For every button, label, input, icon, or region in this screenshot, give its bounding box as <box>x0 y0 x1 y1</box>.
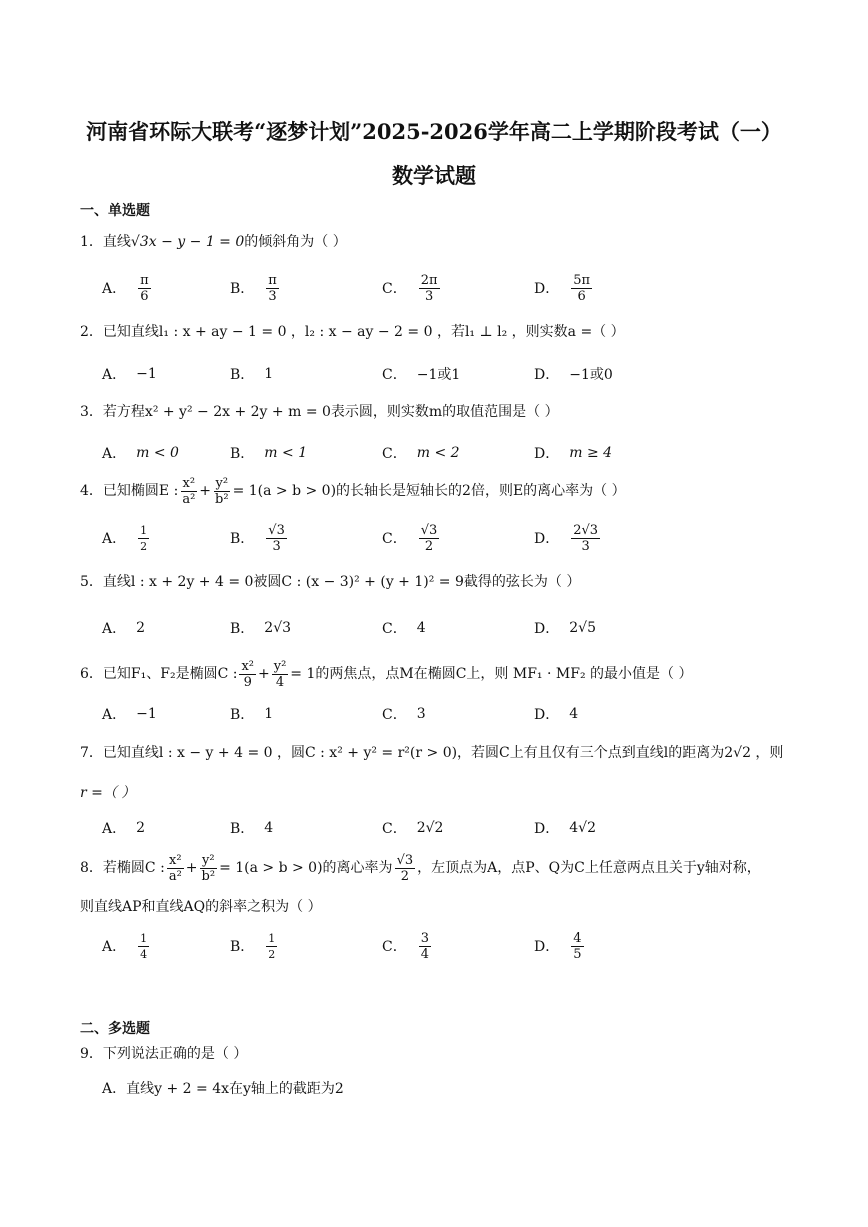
option-d: D． m ≥ 4 <box>534 445 613 462</box>
fraction: $\frac{\text{y²}}{\text{b²}}$ <box>215 475 229 507</box>
option-c: C． m < 2 <box>382 445 460 462</box>
option-a: A． $\frac{1}{4}$ <box>102 931 148 961</box>
question-1 <box>80 231 347 253</box>
question-text: = 1的两焦点，点M在椭圆C上，则 MF₁ · MF₂ 的最小值是（ ） <box>290 666 693 682</box>
exam-title: 河南省环际大联考“逐梦计划”2025-2026学年高二上学期阶段考试（一） <box>86 119 782 144</box>
question-text: 已知直线l : x − y + 4 = 0 ，圆C : x² + y² = r²(r > 0)，若圆C上有且仅有三个点到直线l的距离为2√2 ，则 <box>102 745 784 761</box>
options-q4 <box>102 518 742 558</box>
option-d: D． $\frac{2√3}{3}$ <box>534 522 599 554</box>
option-a: A．直线y + 2 = 4x在y轴上的截距为2 <box>102 1081 344 1097</box>
question-6: 6．已知F₁、F₂是椭圆C : $\frac{\text{x²}}{9}$ + $\frac{\text{y²}}{4}$ = 1的两焦点，点M在椭圆C上，则 MF₁ · MF₂ 的最小值是（ ） <box>80 658 693 690</box>
option-a: A． −1 <box>102 366 157 383</box>
options-q7 <box>102 808 742 848</box>
math-expression: √3x − y − 1 = 0 <box>130 234 245 250</box>
fraction: $\frac{\text{y²}}{\text{b²}}$ <box>201 852 216 884</box>
option-c: C． $\frac{3}{4}$ <box>382 930 429 962</box>
option-c: C． 2√2 <box>382 820 444 837</box>
fraction: $\frac{5\pi}{6}$ <box>573 272 591 304</box>
section-heading-single-choice: 一、单选题 <box>80 203 150 219</box>
option-b: B． $\frac{√3}{3}$ <box>230 522 285 554</box>
option-c: C． $\frac{√3}{2}$ <box>382 522 438 554</box>
option-d: D． $\frac{4}{5}$ <box>534 930 582 962</box>
fraction: $\frac{\pi}{6}$ <box>140 272 149 304</box>
option-b: B． $\frac{1}{2}$ <box>230 931 276 961</box>
option-a: A． m < 0 <box>102 445 179 462</box>
fraction: $\frac{√3}{2}$ <box>396 852 414 884</box>
option-a: A． $\frac{1}{2}$ <box>102 523 148 553</box>
question-9: 9．下列说法正确的是（ ） <box>80 1046 248 1062</box>
options-q2 <box>102 354 742 394</box>
question-4: 4．已知椭圆E : $\frac{\text{x²}}{\text{a²}}$ + $\frac{\text{y²}}{\text{b²}}$ = 1(a > b > 0)的长轴长是短轴长的2倍，则E的离心率为（ ） <box>80 475 626 507</box>
options-q6 <box>102 694 742 734</box>
question-8-continued: 则直线AP和直线AQ的斜率之积为（ ） <box>80 899 322 915</box>
option-c: C． −1或1 <box>382 367 461 383</box>
fraction: $\frac{\text{x²}}{\text{a²}}$ <box>168 852 182 884</box>
fraction: $\frac{\text{x²}}{9}$ <box>241 658 254 690</box>
option-a: A． 2 <box>102 620 146 637</box>
question-2: 2．已知直线l₁ : x + ay − 1 = 0 ，l₂ : x − ay − 2 = 0 ，若l₁ ⊥ l₂ ，则实数a =（ ） <box>80 324 625 340</box>
question-text: 直线l : x + 2y + 4 = 0被圆C : (x − 3)² + (y + 1)² = 9截得的弦长为（ ） <box>102 574 581 590</box>
options-q8 <box>102 926 742 966</box>
question-number: 1． <box>80 234 103 250</box>
option-b: B． 1 <box>230 706 274 723</box>
option-a: A． 2 <box>102 820 146 837</box>
question-7: 7．已知直线l : x − y + 4 = 0 ，圆C : x² + y² = r²(r > 0)，若圆C上有且仅有三个点到直线l的距离为2√2 ，则 <box>80 745 784 761</box>
option-d: D． 4 <box>534 706 579 723</box>
options-q1 <box>102 268 742 308</box>
question-8: 8．若椭圆C : $\frac{\text{x²}}{\text{a²}}$ + $\frac{\text{y²}}{\text{b²}}$ = 1(a > b > 0)的离心率为 $\frac{√3}{2}$ ，左顶点为A，点P、Q为C上任意两点且关于y轴对称， <box>80 852 761 884</box>
option-a: A． $\frac{\pi}{6}$ <box>102 272 149 304</box>
question-text: = 1(a > b > 0)的长轴长是短轴长的2倍，则E的离心率为（ ） <box>232 483 626 499</box>
option-b: B． 2√3 <box>230 620 292 637</box>
question-text: 已知直线l₁ : x + ay − 1 = 0 ，l₂ : x − ay − 2 = 0 ，若l₁ ⊥ l₂ ，则实数a =（ ） <box>102 324 625 340</box>
question-text: 若方程x² + y² − 2x + 2y + m = 0表示圆，则实数m的取值范围是（ ） <box>102 404 559 420</box>
option-c: C． $\frac{2\pi}{3}$ <box>382 272 438 304</box>
question-3: 3．若方程x² + y² − 2x + 2y + m = 0表示圆，则实数m的取值范围是（ ） <box>80 404 559 420</box>
option-c: C． 3 <box>382 706 426 723</box>
question-5: 5．直线l : x + 2y + 4 = 0被圆C : (x − 3)² + (y + 1)² = 9截得的弦长为（ ） <box>80 574 581 590</box>
option-b: B． m < 1 <box>230 445 308 462</box>
option-d: D． 2√5 <box>534 620 596 637</box>
fraction: $\frac{\text{y²}}{4}$ <box>273 658 287 690</box>
fraction: $\frac{\text{x²}}{\text{a²}}$ <box>182 475 196 507</box>
option-c: C． 4 <box>382 620 426 637</box>
fraction: $\frac{2\pi}{3}$ <box>420 272 438 304</box>
exam-subtitle: 数学试题 <box>392 163 476 188</box>
options-q3 <box>102 433 742 473</box>
option-b: B． 4 <box>230 820 274 837</box>
option-d: D． $\frac{5\pi}{6}$ <box>534 272 591 304</box>
question-text: 的倾斜角为（ ） <box>244 234 347 250</box>
question-text: ，左顶点为A，点P、Q为C上任意两点且关于y轴对称， <box>417 860 761 876</box>
question-7-continued: r =（ ） <box>80 785 136 801</box>
fraction: $\frac{\pi}{3}$ <box>268 272 277 304</box>
option-b: B． $\frac{\pi}{3}$ <box>230 272 277 304</box>
options-q5 <box>102 608 742 648</box>
option-d: D． −1或0 <box>534 367 613 383</box>
section-heading-multiple-choice: 二、多选题 <box>80 1021 150 1037</box>
option-a: A． −1 <box>102 706 157 723</box>
option-b: B． 1 <box>230 366 274 383</box>
question-text: 直线 <box>102 234 131 250</box>
question-text: 下列说法正确的是（ ） <box>102 1046 248 1062</box>
option-d: D． 4√2 <box>534 820 596 837</box>
